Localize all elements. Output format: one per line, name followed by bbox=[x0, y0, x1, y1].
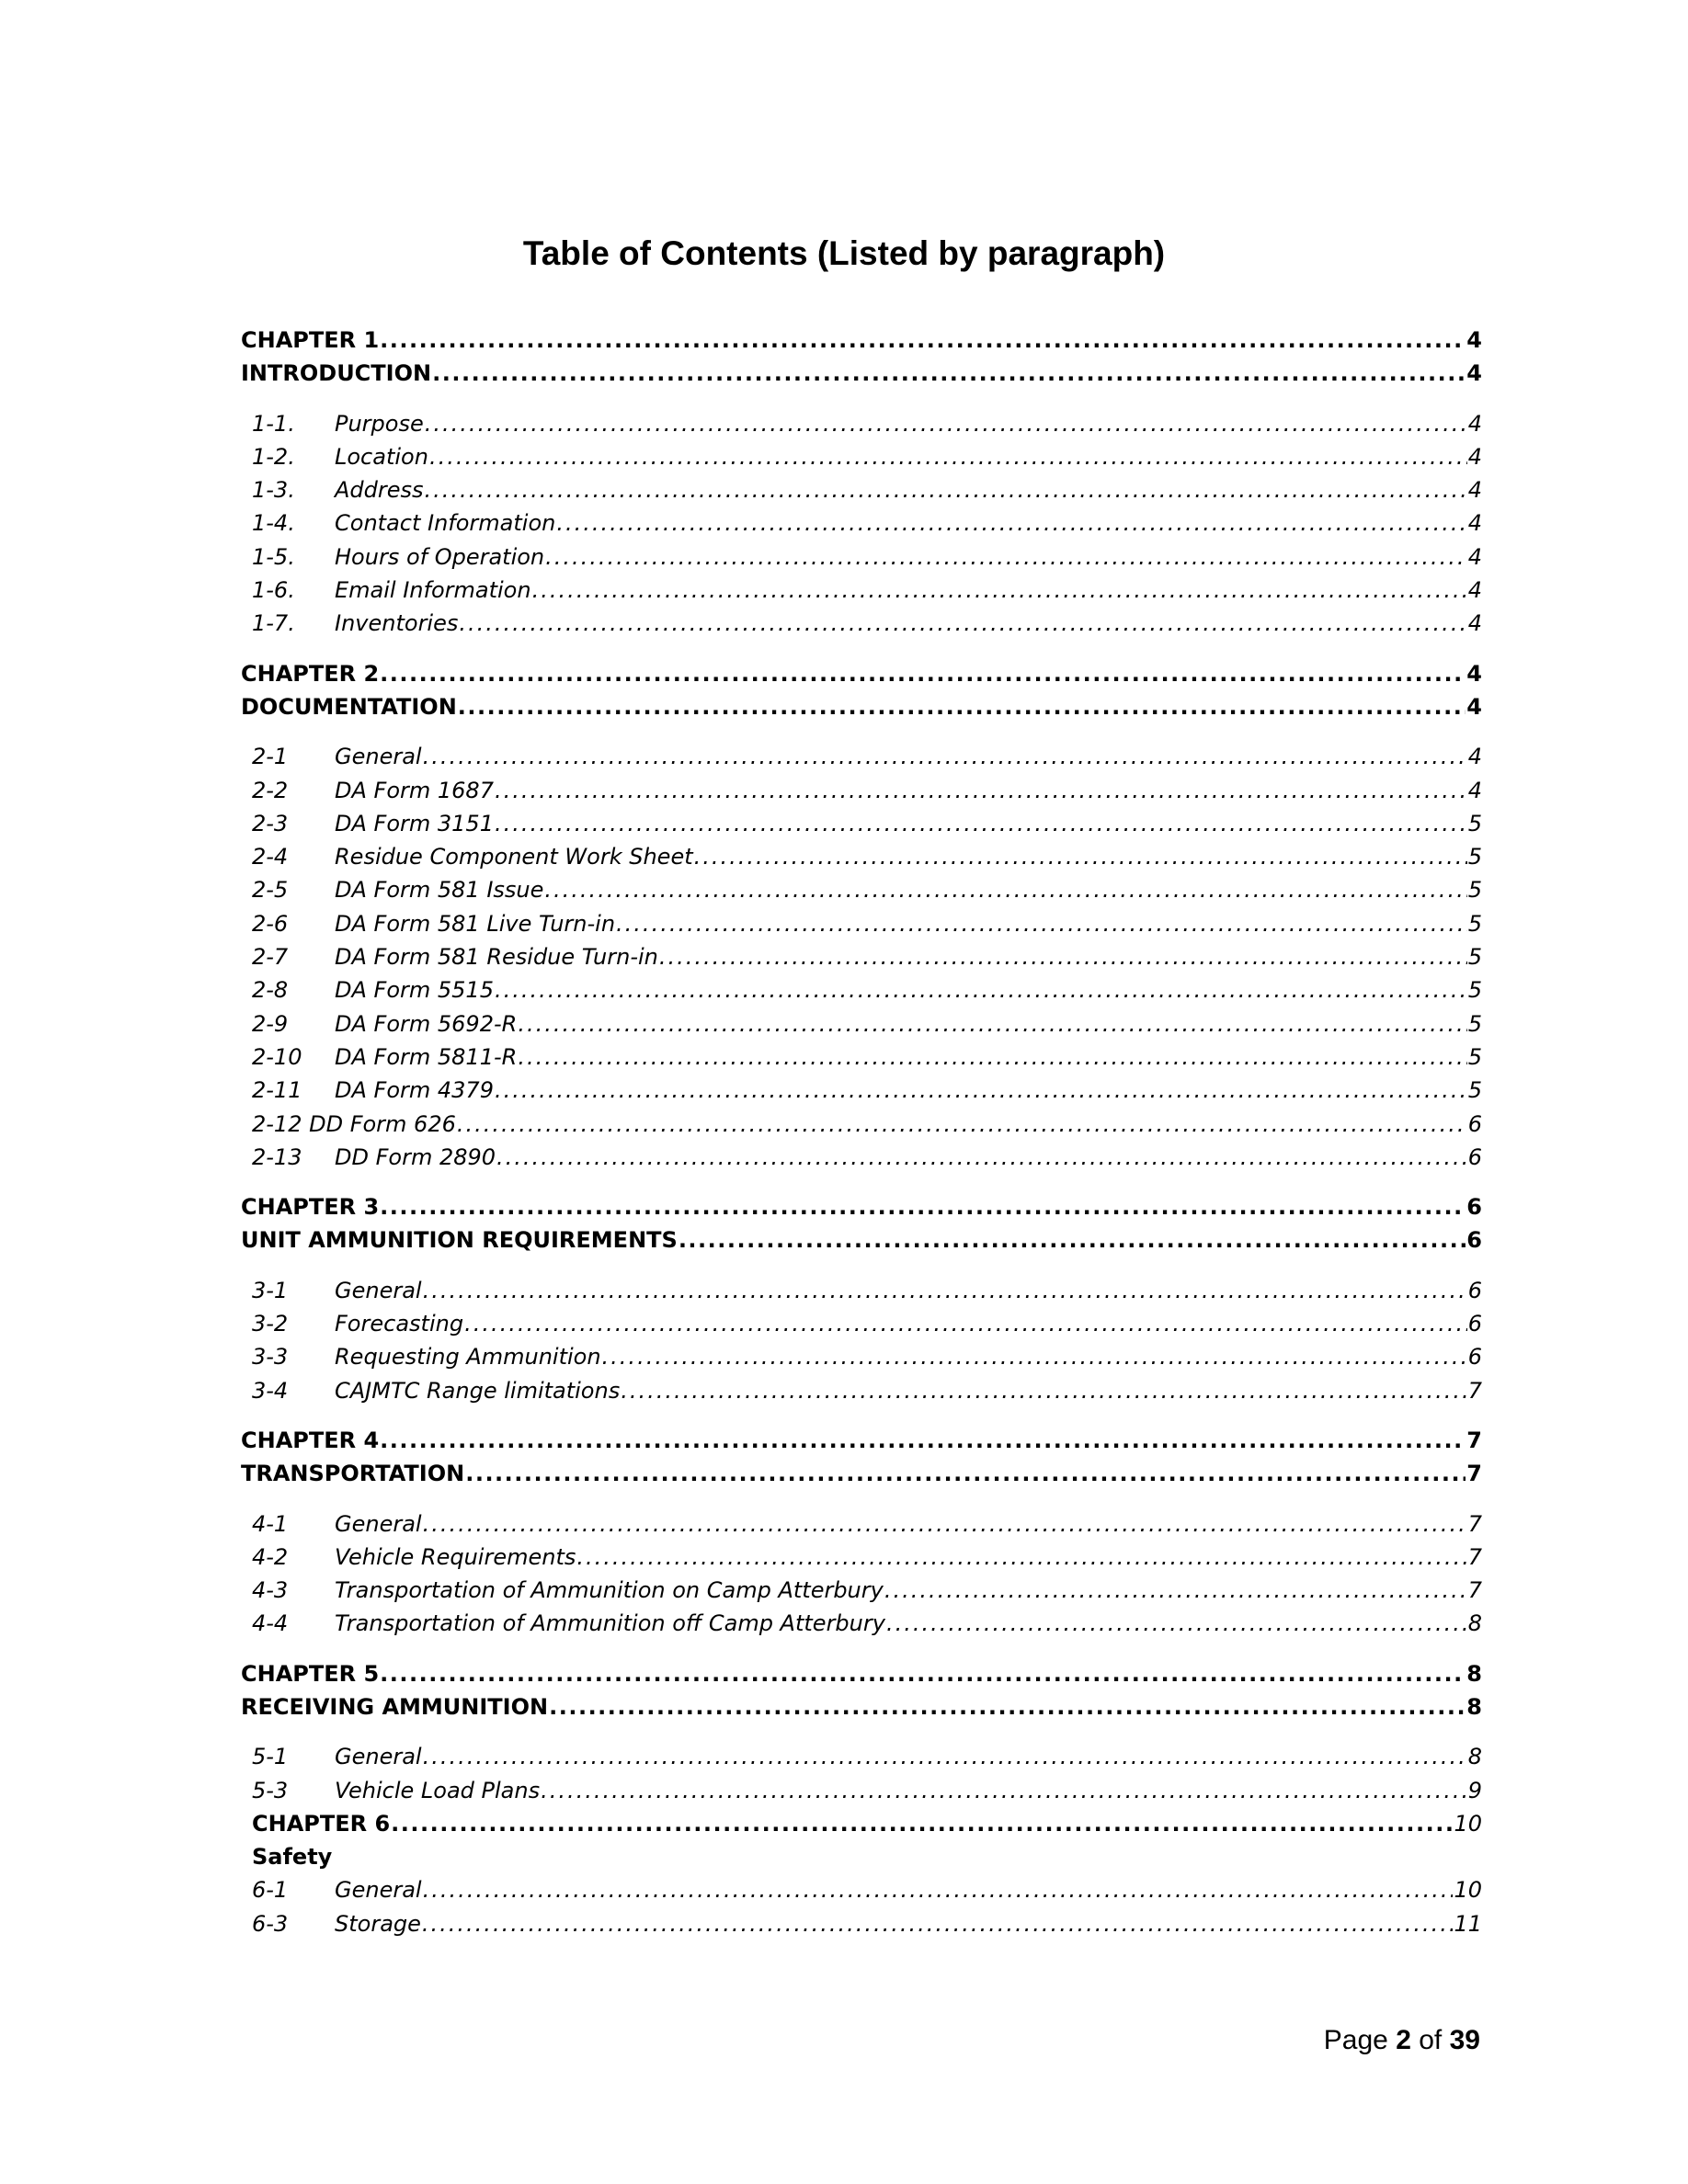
toc-entry-number: 2-4 bbox=[252, 844, 289, 870]
toc-entry-title: CHAPTER 6 bbox=[252, 1810, 391, 1837]
toc-entry[interactable] bbox=[241, 473, 1482, 506]
toc-entry-title: Residue Component Work Sheet bbox=[335, 844, 693, 870]
dot-leader bbox=[380, 657, 1466, 690]
toc-chapter-heading[interactable] bbox=[241, 1657, 1482, 1690]
toc-entry-number: 4-3 bbox=[252, 1577, 289, 1604]
toc-page-number: 10 bbox=[1454, 1877, 1482, 1904]
toc-entry-title: Safety bbox=[252, 1844, 333, 1871]
toc-entry-title: Transportation of Ammunition off Camp Atterbury bbox=[335, 1610, 885, 1637]
toc-page-number: 5 bbox=[1467, 977, 1482, 1004]
footer-of-label: of bbox=[1419, 2025, 1443, 2055]
toc-entry[interactable] bbox=[241, 506, 1482, 540]
footer-total-pages: 39 bbox=[1449, 2025, 1480, 2055]
toc-page-number: 8 bbox=[1467, 1744, 1482, 1770]
dot-leader bbox=[465, 1457, 1466, 1490]
toc-entry-title: Storage bbox=[335, 1910, 421, 1937]
toc-entry[interactable] bbox=[241, 940, 1482, 973]
toc-page-number: 6 bbox=[1467, 1143, 1482, 1170]
toc-chapter-heading[interactable] bbox=[241, 1424, 1482, 1457]
toc-entry-number: 4-1 bbox=[252, 1510, 289, 1537]
toc-entry-number: 2-9 bbox=[252, 1010, 289, 1037]
toc-entry[interactable] bbox=[241, 1507, 1482, 1541]
toc-entry-title: CHAPTER 1 bbox=[241, 327, 380, 353]
toc-entry[interactable] bbox=[241, 1041, 1482, 1074]
toc-entry[interactable] bbox=[241, 1873, 1482, 1906]
dot-leader bbox=[423, 1740, 1467, 1773]
dot-leader bbox=[425, 473, 1467, 506]
toc-page-number: 4 bbox=[1466, 693, 1482, 720]
dot-leader bbox=[886, 1607, 1467, 1640]
toc-page-number: 6 bbox=[1467, 1277, 1482, 1303]
toc-entry-title: INTRODUCTION bbox=[241, 360, 432, 387]
toc-page-number: 7 bbox=[1467, 1543, 1482, 1570]
toc-entry-title: Location bbox=[335, 443, 428, 470]
toc-page-number: 4 bbox=[1466, 660, 1482, 687]
toc-entry[interactable] bbox=[241, 1307, 1482, 1340]
dot-leader bbox=[659, 940, 1467, 973]
toc-page-number: 4 bbox=[1467, 410, 1482, 437]
toc-entry-title: UNIT AMMUNITION REQUIREMENTS bbox=[241, 1227, 678, 1254]
toc-page-number: 11 bbox=[1454, 1910, 1482, 1937]
toc-entry-number: 2-5 bbox=[252, 877, 289, 904]
dot-leader bbox=[556, 506, 1466, 540]
toc-entry-title: RECEIVING AMMUNITION bbox=[241, 1693, 549, 1720]
toc-entry-number: 5-3 bbox=[252, 1777, 289, 1803]
toc-entry-number: 5-1 bbox=[252, 1744, 289, 1770]
toc-page-number: 4 bbox=[1467, 543, 1482, 570]
toc-entry-title: Vehicle Load Plans bbox=[335, 1777, 541, 1803]
dot-leader bbox=[432, 357, 1466, 390]
toc-entry-title: Email Information bbox=[335, 577, 531, 604]
table-of-contents bbox=[241, 324, 1482, 1940]
dot-leader bbox=[602, 1340, 1467, 1373]
toc-page-number: 4 bbox=[1467, 610, 1482, 637]
dot-leader bbox=[458, 690, 1466, 723]
toc-entry-title: CHAPTER 2 bbox=[241, 660, 380, 687]
dot-leader bbox=[694, 840, 1467, 873]
toc-entry[interactable] bbox=[241, 1108, 1482, 1141]
toc-entry-title: Requesting Ammunition bbox=[335, 1344, 601, 1371]
toc-page-number: 5 bbox=[1467, 944, 1482, 971]
toc-entry-title: DOCUMENTATION bbox=[241, 693, 457, 720]
toc-entry[interactable] bbox=[241, 440, 1482, 473]
toc-page-number: 7 bbox=[1467, 1377, 1482, 1404]
toc-entry-number: 2-7 bbox=[252, 944, 289, 971]
toc-chapter-name[interactable] bbox=[241, 1690, 1482, 1723]
toc-entry-number: 1-1. bbox=[252, 410, 295, 437]
toc-entry[interactable] bbox=[241, 1574, 1482, 1607]
toc-entry-title: DA Form 581 Residue Turn-in bbox=[335, 944, 658, 971]
dot-leader bbox=[576, 1541, 1466, 1574]
toc-chapter-heading[interactable] bbox=[241, 324, 1482, 357]
dot-leader bbox=[459, 607, 1466, 640]
toc-page-number: 6 bbox=[1467, 1311, 1482, 1337]
toc-entry[interactable] bbox=[241, 1774, 1482, 1807]
dot-leader bbox=[464, 1307, 1467, 1340]
footer-page-label: Page bbox=[1323, 2025, 1388, 2055]
toc-chapter-heading[interactable] bbox=[241, 1190, 1482, 1223]
toc-entry-title: General bbox=[335, 1877, 422, 1904]
toc-entry[interactable] bbox=[241, 973, 1482, 1007]
toc-entry[interactable] bbox=[241, 1907, 1482, 1940]
toc-entry-number: 1-4. bbox=[252, 510, 295, 537]
toc-entry-number: 2-13 bbox=[252, 1143, 302, 1170]
toc-entry-title: DA Form 5811-R bbox=[335, 1043, 518, 1070]
toc-entry[interactable] bbox=[241, 1074, 1482, 1107]
toc-entry[interactable] bbox=[241, 1274, 1482, 1307]
toc-page-number: 8 bbox=[1466, 1660, 1482, 1687]
dot-leader bbox=[380, 1424, 1466, 1457]
dot-leader bbox=[380, 324, 1466, 357]
toc-page-number: 4 bbox=[1467, 744, 1482, 770]
toc-entry-title: General bbox=[335, 744, 422, 770]
toc-page-number: 5 bbox=[1467, 810, 1482, 836]
dot-leader bbox=[429, 440, 1467, 473]
toc-entry-title: DA Form 5692-R bbox=[335, 1010, 518, 1037]
dot-leader bbox=[549, 1690, 1466, 1723]
toc-page-number: 5 bbox=[1467, 1077, 1482, 1104]
toc-entry-number: 2-2 bbox=[252, 777, 289, 803]
toc-page-number: 7 bbox=[1467, 1577, 1482, 1604]
toc-chapter-name[interactable] bbox=[241, 1457, 1482, 1490]
toc-entry-title: CHAPTER 5 bbox=[241, 1660, 380, 1687]
dot-leader bbox=[621, 1374, 1467, 1407]
dot-leader bbox=[679, 1223, 1466, 1257]
toc-entry-title: TRANSPORTATION bbox=[241, 1461, 465, 1487]
toc-entry-number: 2-10 bbox=[252, 1043, 302, 1070]
toc-entry[interactable] bbox=[241, 1740, 1482, 1773]
dot-leader bbox=[495, 1074, 1467, 1107]
dot-leader bbox=[884, 1574, 1467, 1607]
toc-page-number: 7 bbox=[1466, 1427, 1482, 1453]
dot-leader bbox=[495, 774, 1467, 807]
dot-leader bbox=[391, 1807, 1453, 1840]
toc-entry-number: 2-11 bbox=[252, 1077, 302, 1104]
toc-entry-title: DA Form 3151 bbox=[335, 810, 494, 836]
toc-entry-number: 6-3 bbox=[252, 1910, 289, 1937]
dot-leader bbox=[423, 1873, 1454, 1906]
toc-entry[interactable] bbox=[241, 1374, 1482, 1407]
toc-page-number: 6 bbox=[1467, 1344, 1482, 1371]
toc-entry-title: General bbox=[335, 1744, 422, 1770]
toc-entry-title: Hours of Operation bbox=[335, 543, 545, 570]
toc-entry[interactable] bbox=[241, 840, 1482, 873]
dot-leader bbox=[423, 740, 1467, 773]
dot-leader bbox=[425, 407, 1467, 440]
dot-leader bbox=[541, 1774, 1467, 1807]
toc-entry-number: 1-5. bbox=[252, 543, 295, 570]
toc-entry[interactable] bbox=[241, 740, 1482, 773]
dot-leader bbox=[518, 1041, 1466, 1074]
toc-entry[interactable] bbox=[241, 407, 1482, 440]
toc-entry-number: 4-4 bbox=[252, 1610, 289, 1637]
toc-entry-title: Address bbox=[335, 477, 424, 504]
toc-chapter-heading[interactable] bbox=[241, 1807, 1482, 1840]
toc-page-number: 4 bbox=[1467, 443, 1482, 470]
toc-entry-number: 1-7. bbox=[252, 610, 295, 637]
toc-entry[interactable] bbox=[241, 873, 1482, 906]
toc-page-number: 5 bbox=[1467, 1043, 1482, 1070]
toc-entry[interactable] bbox=[241, 607, 1482, 640]
toc-entry[interactable] bbox=[241, 1541, 1482, 1574]
toc-entry[interactable] bbox=[241, 540, 1482, 574]
toc-page-number: 5 bbox=[1467, 910, 1482, 937]
toc-entry-number: 2-3 bbox=[252, 810, 289, 836]
toc-page-number: 9 bbox=[1467, 1777, 1482, 1803]
toc-page-number: 5 bbox=[1467, 1010, 1482, 1037]
toc-entry-number: 2-1 bbox=[252, 744, 289, 770]
toc-entry-title: General bbox=[335, 1510, 422, 1537]
toc-page-number: 5 bbox=[1467, 844, 1482, 870]
toc-entry[interactable] bbox=[241, 1340, 1482, 1373]
toc-entry-title: CHAPTER 3 bbox=[241, 1194, 380, 1221]
toc-chapter-name[interactable] bbox=[241, 1223, 1482, 1257]
toc-chapter-heading[interactable] bbox=[241, 657, 1482, 690]
toc-entry[interactable] bbox=[241, 1007, 1482, 1041]
dot-leader bbox=[545, 540, 1467, 574]
dot-leader bbox=[495, 807, 1467, 840]
dot-leader bbox=[380, 1657, 1466, 1690]
toc-page-number: 6 bbox=[1466, 1194, 1482, 1221]
toc-entry[interactable] bbox=[241, 1607, 1482, 1640]
toc-entry-title: Contact Information bbox=[335, 510, 556, 537]
footer-current-page: 2 bbox=[1396, 2025, 1411, 2055]
toc-entry[interactable] bbox=[241, 774, 1482, 807]
toc-entry-number: 1-2. bbox=[252, 443, 295, 470]
toc-entry-number: 2-12 DD Form 626 bbox=[252, 1110, 456, 1137]
toc-entry-title: CAJMTC Range limitations bbox=[335, 1377, 621, 1404]
toc-entry-title: DA Form 5515 bbox=[335, 977, 494, 1004]
dot-leader bbox=[518, 1007, 1466, 1041]
toc-chapter-name[interactable] bbox=[241, 690, 1482, 723]
toc-entry[interactable] bbox=[241, 907, 1482, 940]
toc-entry-number: 3-3 bbox=[252, 1344, 289, 1371]
toc-entry[interactable] bbox=[241, 1141, 1482, 1174]
toc-page-number: 5 bbox=[1467, 877, 1482, 904]
toc-entry-title: Transportation of Ammunition on Camp Atterbury bbox=[335, 1577, 884, 1604]
toc-page-number: 4 bbox=[1467, 510, 1482, 537]
toc-page-number: 4 bbox=[1466, 327, 1482, 353]
toc-entry-number: 1-6. bbox=[252, 577, 295, 604]
toc-entry-title: DA Form 581 Issue bbox=[335, 877, 544, 904]
toc-page-number: 8 bbox=[1467, 1610, 1482, 1637]
page-title: Table of Contents (Listed by paragraph) bbox=[522, 234, 1166, 272]
toc-entry-title: Vehicle Requirements bbox=[335, 1543, 576, 1570]
dot-leader bbox=[380, 1190, 1466, 1223]
toc-entry-number: 2-8 bbox=[252, 977, 289, 1004]
toc-page-number: 8 bbox=[1466, 1693, 1482, 1720]
toc-page-number: 4 bbox=[1467, 577, 1482, 604]
toc-entry-title: DA Form 1687 bbox=[335, 777, 494, 803]
dot-leader bbox=[457, 1108, 1467, 1141]
toc-entry-number: 1-3. bbox=[252, 477, 295, 504]
toc-entry-title: Purpose bbox=[335, 410, 424, 437]
dot-leader bbox=[616, 907, 1467, 940]
toc-chapter-name[interactable] bbox=[241, 357, 1482, 390]
toc-page-number: 10 bbox=[1454, 1810, 1482, 1837]
toc-entry-title: CHAPTER 4 bbox=[241, 1427, 380, 1453]
page-footer bbox=[1324, 2022, 1480, 2059]
dot-leader bbox=[532, 574, 1467, 607]
toc-entry-number: 4-2 bbox=[252, 1543, 289, 1570]
dot-leader bbox=[423, 1507, 1467, 1541]
dot-leader bbox=[423, 1274, 1467, 1307]
toc-page-number: 6 bbox=[1466, 1227, 1482, 1254]
toc-entry-title: Forecasting bbox=[335, 1311, 464, 1337]
dot-leader bbox=[495, 973, 1467, 1007]
toc-entry[interactable] bbox=[241, 574, 1482, 607]
toc-entry[interactable] bbox=[241, 807, 1482, 840]
toc-page-number: 4 bbox=[1467, 477, 1482, 504]
toc-entry-title: DA Form 581 Live Turn-in bbox=[335, 910, 616, 937]
dot-leader bbox=[422, 1907, 1454, 1940]
toc-chapter-name[interactable] bbox=[241, 1840, 1482, 1873]
toc-entry-title: Inventories bbox=[335, 610, 459, 637]
toc-entry-number: 6-1 bbox=[252, 1877, 289, 1904]
toc-entry-number: 3-2 bbox=[252, 1311, 289, 1337]
toc-entry-title: General bbox=[335, 1277, 422, 1303]
dot-leader bbox=[496, 1141, 1467, 1174]
toc-page-number: 7 bbox=[1467, 1510, 1482, 1537]
toc-entry-number: 3-1 bbox=[252, 1277, 289, 1303]
toc-entry-title: DD Form 2890 bbox=[335, 1143, 496, 1170]
toc-page-number: 4 bbox=[1467, 777, 1482, 803]
toc-entry-title: DA Form 4379 bbox=[335, 1077, 494, 1104]
toc-page-number: 4 bbox=[1466, 360, 1482, 387]
toc-page-number: 6 bbox=[1467, 1110, 1482, 1137]
dot-leader bbox=[544, 873, 1466, 906]
toc-page-number: 7 bbox=[1466, 1461, 1482, 1487]
toc-entry-number: 2-6 bbox=[252, 910, 289, 937]
toc-entry-number: 3-4 bbox=[252, 1377, 289, 1404]
